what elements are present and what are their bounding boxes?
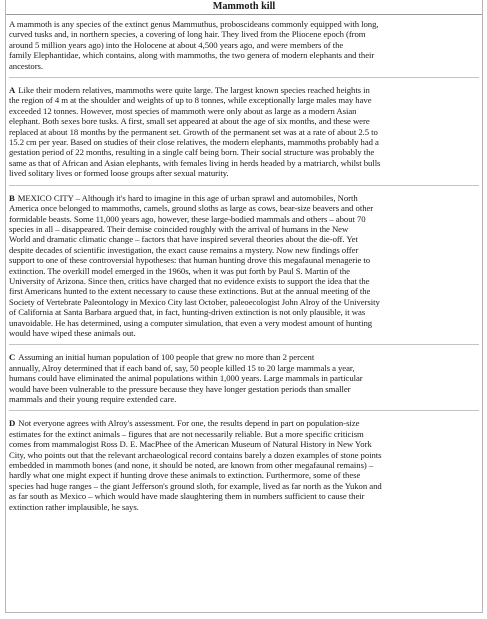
paragraph-letter: B	[9, 192, 15, 203]
page-bottom-border	[5, 612, 483, 613]
paragraph-line	[9, 127, 479, 137]
paragraph-text: unavoidable. He has determined, using a computer simulation, that even a very modest amount of hunting	[9, 317, 373, 328]
paragraph-line	[9, 307, 479, 317]
paragraph-a	[9, 77, 479, 179]
paragraph-text: City, who points out that the relevant archaeological record contains barely a dozen examples of stone points	[9, 449, 382, 460]
paragraph-text: A mammoth is any species of the extinct genus Mammuthus, proboscideans commonly equipped with long,	[9, 19, 379, 29]
paragraph-text: support to one of these controversial hypotheses: that human hunting drove this megafaunal menagerie to	[9, 255, 371, 266]
paragraph-line	[9, 224, 479, 234]
paragraph-c	[9, 344, 479, 404]
paragraph-text: gestation period of 22 months, resulting in a single calf being born. Their social structure was probably the	[9, 147, 375, 158]
paragraph-text: same as that of African and Asian elephants, with females living in herds headed by a matriarch, whilst bulls	[9, 157, 381, 168]
paragraph-text: would have wiped these animals out.	[9, 327, 136, 338]
paragraph-text: around 5 million years ago) into the Holocene at about 4,500 years ago, and were members of the	[9, 39, 344, 50]
paragraph-line	[9, 318, 479, 328]
paragraph-text: exceeded 12 tonnes. However, most species of mammoth were only about as large as a modern Asian	[9, 105, 357, 116]
paragraph-text: America once belonged to mammoths, camels, ground sloths as large as cows, bear-size beavers and other	[9, 203, 374, 214]
paragraph-text: World and dramatic climatic change – factors that have inspired several theories about the die-off. Yet	[9, 234, 358, 245]
paragraph-line	[9, 234, 479, 244]
paragraph-text: comes from mammalogist Ross D. E. MacPhee of the American Museum of Natural History in New York	[9, 439, 372, 450]
paragraph-d	[9, 410, 479, 512]
paragraph-text: Society of Vertebrate Paleontology in Mexico City last October, paleoecologist John Alroy of the University	[9, 296, 380, 307]
paragraph-line	[9, 363, 479, 373]
paragraph-text: extinction rather implausible, he says.	[9, 501, 139, 512]
paragraph-letter: D	[9, 418, 16, 429]
paragraph-text: Like their modern relatives, mammoths were quite large. The largest known species reached heights in	[18, 85, 370, 96]
paragraph-line	[9, 19, 479, 29]
paragraph-text: would have been vulnerable to the pressure because they have longer gestation periods than smaller	[9, 383, 351, 394]
paragraph-intro	[9, 19, 479, 71]
paragraph-text: formidable beasts. Some 11,000 years ago, however, these large-bodied mammals and others – about 70	[9, 213, 366, 224]
paragraph-line	[9, 95, 479, 105]
paragraph-line	[9, 328, 479, 338]
paragraph-line	[9, 255, 479, 265]
paragraph-line	[9, 50, 479, 60]
paragraph-letter: A	[9, 85, 16, 96]
paragraph-line	[9, 147, 479, 157]
paragraph-text: curved tusks and, in northern species, a covering of long hair. They lived from the Pliocene epoch (from	[9, 29, 366, 40]
paragraph-line	[9, 481, 479, 491]
paragraph-line	[9, 373, 479, 383]
paragraph-text: the region of 4 m at the shoulder and weights of up to 8 tonnes, while exceptionally large males may have	[9, 95, 372, 106]
paragraph-line	[9, 418, 479, 428]
paragraph-line	[9, 384, 479, 394]
paragraph-text: hardly what one might expect if hunting drove these animals to extinction. Furthermore, some of these	[9, 470, 361, 481]
paragraph-line	[9, 29, 479, 39]
paragraph-line	[9, 85, 479, 95]
paragraph-text: University of Arizona. Since then, critics have charged that no evidence exists to support the idea that the	[9, 275, 370, 286]
document-page	[5, 0, 483, 612]
paragraph-text: as far south as Mexico – which would have made slaughtering them in numbers sufficient to cause their	[9, 491, 365, 502]
paragraph-line	[9, 40, 479, 50]
paragraph-line	[9, 352, 479, 362]
paragraph-line	[9, 394, 479, 404]
paragraph-text: species had huge ranges – the giant Jefferson's ground sloth, for example, lived as far north as the Yukon and	[9, 480, 382, 491]
paragraph-text: humans could have eliminated the animal populations within 1,000 years. Large mammals in particular	[9, 373, 363, 384]
paragraph-line	[9, 286, 479, 296]
paragraph-line	[9, 116, 479, 126]
paragraph-line	[9, 158, 479, 168]
paragraph-text: ancestors.	[9, 60, 43, 71]
paragraph-b	[9, 185, 479, 339]
paragraph-text: embedded in mammoth bones (and none, it should be noted, are known from other megafaunal remains) –	[9, 460, 374, 471]
paragraph-line	[9, 137, 479, 147]
paragraph-text: lived solitary lives or formed loose groups after sexual maturity.	[9, 168, 229, 179]
paragraph-letter: C	[9, 352, 16, 363]
paragraph-line	[9, 266, 479, 276]
paragraph-text: annually, Alroy determined that if each band of, say, 50 people killed 15 to 20 large mammals a year,	[9, 362, 355, 373]
paragraph-line	[9, 491, 479, 501]
paragraph-line	[9, 429, 479, 439]
paragraph-line	[9, 297, 479, 307]
paragraph-text: MEXICO CITY – Although it's hard to imagine in this age of urban sprawl and automobiles, North	[17, 192, 358, 203]
document-body	[6, 15, 482, 512]
paragraph-text: extinction. The overkill model emerged in the 1960s, when it was put forth by Paul S. Martin of the	[9, 265, 350, 276]
paragraph-text: species in all – disappeared. Their demise coincided roughly with the arrival of humans in the New	[9, 223, 349, 234]
paragraph-line	[9, 460, 479, 470]
paragraph-text: first Americans hunted to the extent necessary to cause these extinctions. But at the annual meeting of the	[9, 286, 371, 297]
paragraph-text: elephant. Both sexes bore tusks. A first, small set appeared at about the age of six months, and these were	[9, 116, 370, 127]
paragraph-line	[9, 450, 479, 460]
paragraph-text: replaced at about 18 months by the permanent set. Growth of the permanent set was at a rate of about 2.5 to	[9, 126, 378, 137]
paragraph-line	[9, 203, 479, 213]
paragraph-text: despite decades of scientific investigation, the exact cause remains a mystery. Now new findings offer	[9, 244, 359, 255]
paragraph-line	[9, 502, 479, 512]
paragraph-text: 15.2 cm per year. Based on studies of their close relatives, the modern elephants, mammoths probably had a	[9, 137, 379, 148]
paragraph-line	[9, 106, 479, 116]
paragraph-line	[9, 193, 479, 203]
paragraph-text: family Elephantidae, which contains, along with mammoths, the two genera of modern elephants and their	[9, 50, 375, 61]
paragraph-line	[9, 214, 479, 224]
paragraph-line	[9, 439, 479, 449]
paragraph-line	[9, 168, 479, 178]
paragraph-text: Not everyone agrees with Alroy's assessment. For one, the results depend in part on population-size	[18, 418, 360, 429]
paragraph-text: mammals and their young require extended care.	[9, 394, 177, 404]
paragraph-text: estimates for the extinct animals – figures that are not necessarily reliable. But a more specific criticism	[9, 428, 364, 439]
paragraph-text: of California at Santa Barbara argued that, in fact, hunting-driven extinction is not only plausible, it was	[9, 307, 366, 318]
paragraph-line	[9, 61, 479, 71]
paragraph-line	[9, 470, 479, 480]
paragraph-line	[9, 245, 479, 255]
document-title: Mammoth kill	[6, 0, 482, 15]
paragraph-text: Assuming an initial human population of 100 people that grew no more than 2 percent	[18, 352, 315, 363]
paragraph-line	[9, 276, 479, 286]
